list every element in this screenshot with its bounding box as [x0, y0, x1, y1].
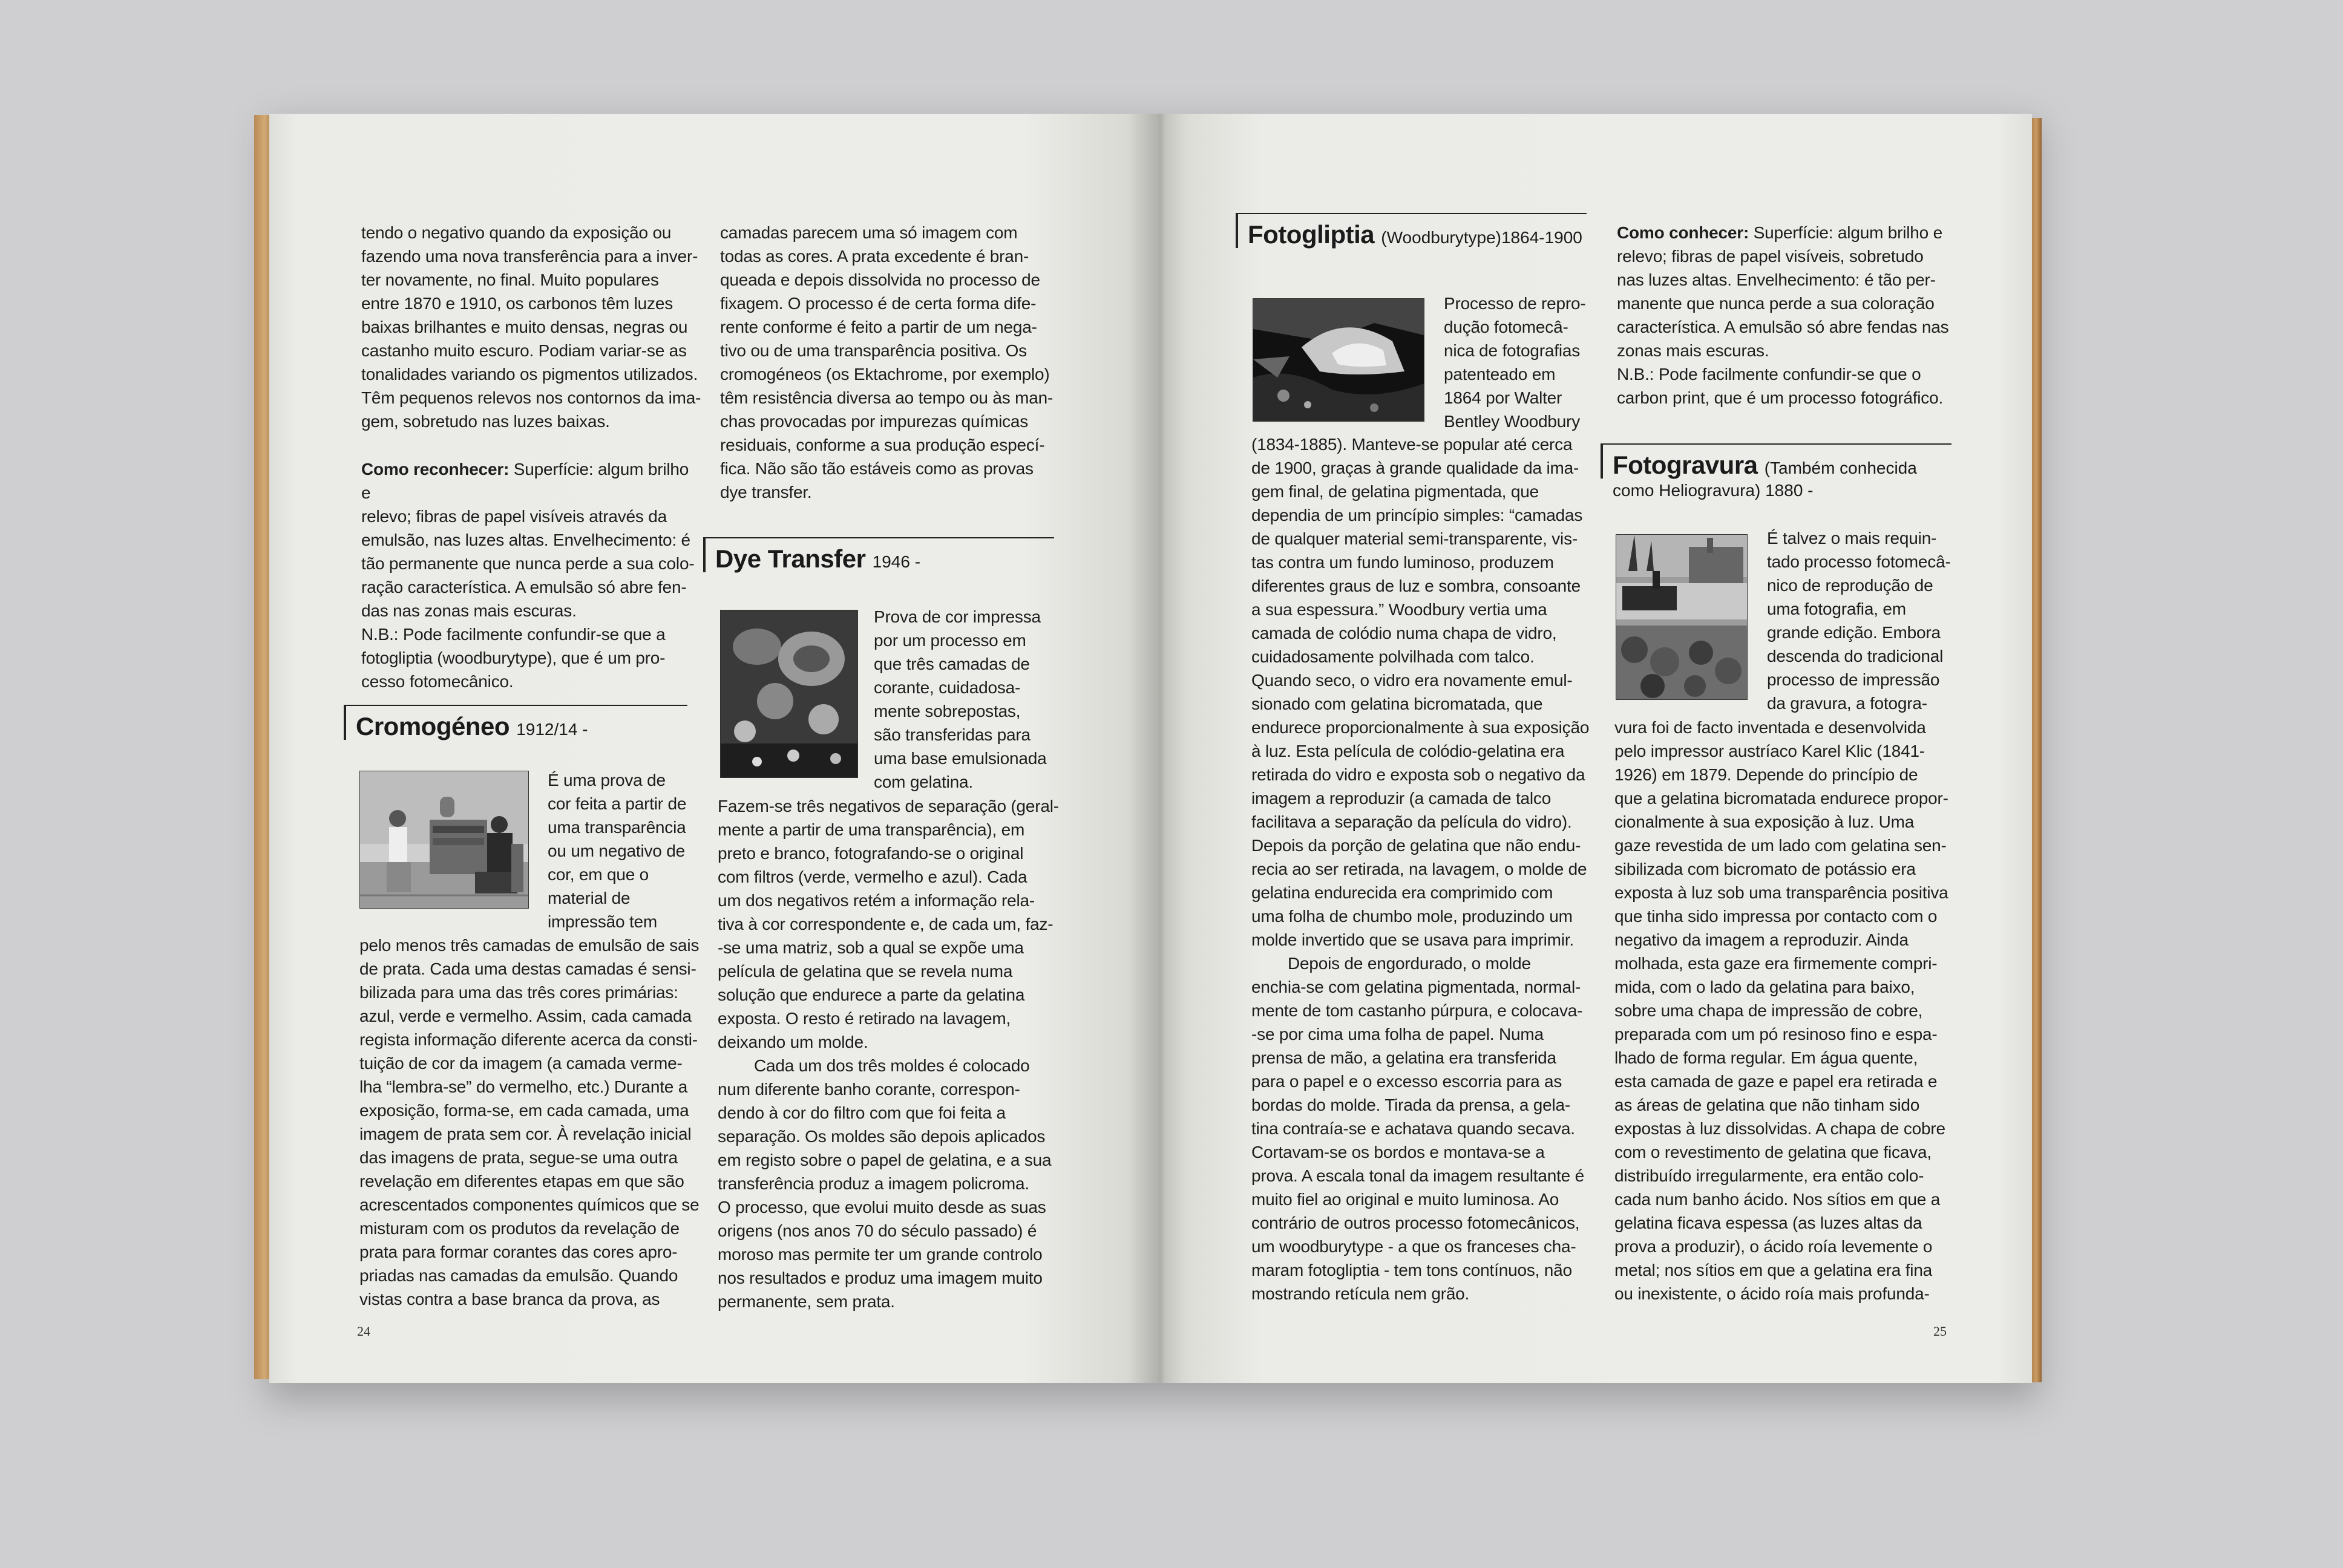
- text-line: de prata. Cada uma destas camadas é sensi-: [359, 959, 696, 978]
- text-line: têm resistência diversa ao tempo ou às man-: [720, 388, 1054, 407]
- text-line: por um processo em: [874, 631, 1026, 650]
- body-lines: [1614, 716, 1953, 1305]
- page-number-right: 25: [1933, 1324, 1947, 1339]
- text-line: tendo o negativo quando da exposição ou: [361, 223, 672, 242]
- text-line: exposta à luz sob uma transparência positiva: [1614, 883, 1948, 902]
- text-line: num diferente banho corante, correspon-: [718, 1080, 1020, 1099]
- text-line: mente a partir de uma transparência), em: [718, 820, 1025, 839]
- text-line: imagem de prata sem cor. À revelação inicial: [359, 1125, 692, 1143]
- text-line: todas as cores. A prata excedente é bran-: [720, 247, 1029, 266]
- text-line: contrário de outros processo fotomecânicos,: [1251, 1214, 1580, 1232]
- heading-fotogravura: [1601, 443, 1951, 504]
- text-line: vura foi de facto inventada e desenvolvida: [1614, 718, 1926, 737]
- text-line: vistas contra a base branca da prova, as: [359, 1290, 660, 1308]
- text-line: cionalmente à sua exposição à luz. Uma: [1614, 812, 1915, 831]
- body-lines: [718, 794, 1057, 1054]
- body2-lines: [1251, 952, 1590, 1305]
- recognize-line: Superfície: algum brilho e: [361, 460, 689, 502]
- text-line: descenda do tradicional: [1767, 647, 1944, 665]
- dye-transfer-float-text: [874, 605, 1055, 794]
- recognize-lines: [1617, 244, 1956, 410]
- text-line: É talvez o mais requin-: [1767, 529, 1937, 547]
- left-col2-top: [720, 221, 1059, 504]
- text-line: em registo sobre o papel de gelatina, e a sua: [718, 1151, 1052, 1169]
- text-line: retirada do vidro e exposta sob o negativo da: [1251, 765, 1585, 784]
- body2-lines: [718, 1054, 1057, 1313]
- text-line: Depois de engordurado, o molde: [1288, 954, 1531, 973]
- text-line: ou inexistente, o ácido roía mais profunda-: [1614, 1284, 1930, 1303]
- text-line: É uma prova de: [548, 771, 666, 789]
- text-line: manente que nunca perde a sua coloração: [1617, 294, 1935, 313]
- text-line: recia ao ser retirada, na lavagem, o molde de: [1251, 860, 1587, 878]
- text-line: material de: [548, 889, 631, 907]
- text-line: maram fotogliptia - tem tons contínuos, não: [1251, 1261, 1572, 1279]
- text-line: tas contra um fundo luminoso, produzem: [1251, 553, 1554, 572]
- text-line: misturam com os produtos da revelação de: [359, 1219, 680, 1238]
- text-line: bordas do molde. Tirada da prensa, a gela-: [1251, 1096, 1571, 1114]
- text-line: que tinha sido impressa por contacto com o: [1614, 907, 1938, 926]
- text-line: muito fiel ao original e muito luminosa. Ao: [1251, 1190, 1559, 1209]
- text-line: tivo ou de uma transparência positiva. Os: [720, 341, 1027, 360]
- heading-bar: [1601, 443, 1603, 479]
- text-line: exposição, forma-se, em cada camada, uma: [359, 1101, 689, 1120]
- section-subline: como Heliogravura) 1880 -: [1613, 481, 1814, 500]
- recognize-label: Como conhecer:: [1617, 223, 1749, 242]
- text-line: azul, verde e vermelho. Assim, cada camada: [359, 1007, 692, 1025]
- float-lines: [1767, 526, 1955, 715]
- photo-fotogliptia: [1253, 298, 1424, 422]
- text-line: endurece proporcionalmente à sua exposição: [1251, 718, 1590, 737]
- text-line: -se uma matriz, sob a qual se expõe uma: [718, 938, 1024, 957]
- heading-rule: [703, 537, 1054, 538]
- text-line: preparada com um pó resinoso fino e espa-: [1614, 1025, 1938, 1044]
- text-line: fotogliptia (woodburytype), que é um pro-: [361, 648, 666, 667]
- text-line: prova a produzir), o ácido roía levemente o: [1614, 1237, 1933, 1256]
- heading-bar: [344, 705, 346, 740]
- text-line: tuição de cor da imagem (a camada verme-: [359, 1054, 683, 1073]
- text-line: N.B.: Pode facilmente confundir-se que a: [361, 625, 666, 644]
- text-line: uma transparência: [548, 818, 686, 837]
- text-line: chas provocadas por impurezas químicas: [720, 412, 1029, 431]
- dye-transfer-body: [718, 794, 1057, 1313]
- text-line: de 1900, graças à grande qualidade da ima-: [1251, 459, 1579, 477]
- text-line: moroso mas permite ter um grande controlo: [718, 1245, 1043, 1264]
- fotogravura-float-text: [1767, 526, 1955, 715]
- text-line: mente de tom castanho púrpura, e colocava-: [1251, 1001, 1583, 1020]
- float-lines: [874, 605, 1055, 794]
- text-line: queada e depois dissolvida no processo de: [720, 270, 1040, 289]
- text-line: N.B.: Pode facilmente confundir-se que o: [1617, 365, 1921, 384]
- text-line: lha “lembra-se” do vermelho, etc.) Durante a: [359, 1077, 688, 1096]
- book-gutter: [1126, 114, 1192, 1383]
- text-line: molhada, esta gaze era firmemente compri-: [1614, 954, 1938, 973]
- recognize-line: Superfície: algum brilho e: [1749, 223, 1943, 242]
- text-line: processo de impressão: [1767, 670, 1940, 689]
- text-line: camadas parecem uma só imagem com: [720, 223, 1018, 242]
- text-line: prensa de mão, a gelatina era transferida: [1251, 1048, 1556, 1067]
- text-line: com o revestimento de gelatina que ficava,: [1614, 1143, 1932, 1161]
- text-line: sibilizada com bicromato de potássio era: [1614, 860, 1916, 878]
- text-line: à luz. Esta película de colódio-gelatina era: [1251, 742, 1565, 760]
- section-subtitle: (Woodburytype)1864-1900: [1381, 228, 1582, 247]
- text-line: 1864 por Walter: [1444, 388, 1562, 407]
- text-line: uma base emulsionada: [874, 749, 1047, 768]
- text-line: são transferidas para: [874, 725, 1031, 744]
- text-line: enchia-se com gelatina pigmentada, normal-: [1251, 978, 1581, 996]
- text-line: dendo à cor do filtro com que foi feita a: [718, 1103, 1006, 1122]
- text-line: rente conforme é feito a partir de um nega-: [720, 318, 1037, 336]
- text-line: relevo; fibras de papel visíveis, sobretudo: [1617, 247, 1924, 266]
- text-line: da gravura, a fotogra-: [1767, 694, 1927, 713]
- text-line: dependia de um princípio simples: “camadas: [1251, 506, 1583, 524]
- recognize-label: Como reconhecer:: [361, 460, 510, 479]
- cromogeneo-body: [359, 933, 698, 1311]
- section-title: Cromogéneo: [356, 712, 510, 740]
- col2-lines: [720, 221, 1059, 504]
- text-line: tado processo fotomecâ-: [1767, 552, 1951, 571]
- text-line: diferentes graus de luz e sombra, consoante: [1251, 577, 1581, 595]
- text-line: ter novamente, no final. Muito populares: [361, 270, 659, 289]
- text-line: Cada um dos três moldes é colocado: [754, 1056, 1030, 1075]
- text-line: que a gelatina bicromatada endurece propor-: [1614, 789, 1948, 808]
- text-line: com filtros (verde, vermelho e azul). Cada: [718, 867, 1027, 886]
- text-line: lhado de forma regular. Em água quente,: [1614, 1048, 1918, 1067]
- text-line: Quando seco, o vidro era novamente emul-: [1251, 671, 1573, 690]
- text-line: Fazem-se três negativos de separação (geral-: [718, 797, 1059, 815]
- text-line: carbon print, que é um processo fotográfico.: [1617, 388, 1944, 407]
- text-line: dução fotomecâ-: [1444, 318, 1568, 336]
- text-line: gelatina ficava espessa (as luzes altas da: [1614, 1214, 1922, 1232]
- text-line: Prova de cor impressa: [874, 607, 1041, 626]
- text-line: mostrando retícula nem grão.: [1251, 1284, 1470, 1303]
- text-line: deixando um molde.: [718, 1033, 868, 1051]
- float-lines: [1444, 292, 1589, 433]
- text-line: Cortavam-se os bordos e montava-se a: [1251, 1143, 1545, 1161]
- text-line: gelatina endurecida era comprimido com: [1251, 883, 1553, 902]
- text-line: castanho muito escuro. Podiam variar-se as: [361, 341, 687, 360]
- heading-cromogeneo: [344, 705, 687, 741]
- heading-rule: [1236, 213, 1587, 214]
- text-line: relevo; fibras de papel visíveis através da: [361, 507, 667, 526]
- body-lines: [359, 933, 698, 1311]
- text-line: -se por cima uma folha de papel. Numa: [1251, 1025, 1544, 1044]
- text-line: ração característica. A emulsão só abre fen-: [361, 578, 687, 596]
- text-line: que três camadas de: [874, 655, 1030, 673]
- text-line: solução que endurece a parte da gelatina: [718, 985, 1025, 1004]
- text-line: expostas à luz dissolvidas. A chapa de cobre: [1614, 1119, 1945, 1138]
- text-line: zonas mais escuras.: [1617, 341, 1769, 360]
- photo-fotogravura: [1616, 534, 1748, 700]
- text-line: entre 1870 e 1910, os carbonos têm luzes: [361, 294, 673, 313]
- section-date: 1946 -: [872, 552, 921, 571]
- text-line: distribuído irregularmente, era então colo-: [1614, 1166, 1924, 1185]
- text-line: acrescentados componentes químicos que se: [359, 1195, 700, 1214]
- text-line: cada num banho ácido. Nos sítios em que a: [1614, 1190, 1941, 1209]
- text-line: (1834-1885). Manteve-se popular até cerca: [1251, 435, 1573, 454]
- section-title: Fotogliptia: [1248, 220, 1375, 249]
- photo-cromogeneo: [359, 771, 529, 909]
- text-line: molde invertido que se usava para imprimir.: [1251, 930, 1574, 949]
- text-line: prova. A escala tonal da imagem resultante é: [1251, 1166, 1584, 1185]
- heading-dye-transfer: [703, 537, 1054, 573]
- text-line: sobre uma chapa de impressão de cobre,: [1614, 1001, 1923, 1020]
- left-col1-top: [361, 221, 700, 693]
- heading-bar: [1236, 213, 1238, 248]
- left-col1-paragraph: [361, 221, 700, 433]
- text-line: das nas zonas mais escuras.: [361, 601, 577, 620]
- section-subtitle: (Também conhecida: [1764, 459, 1917, 477]
- text-line: revelação em diferentes etapas em que são: [359, 1172, 684, 1191]
- text-line: preto e branco, fotografando-se o original: [718, 844, 1024, 863]
- text-line: cesso fotomecânico.: [361, 672, 514, 691]
- text-line: gem, sobretudo nas luzes baixas.: [361, 412, 610, 431]
- section-date: 1912/14 -: [516, 720, 588, 739]
- text-line: gaze revestida de um lado com gelatina sen-: [1614, 836, 1947, 855]
- fotogravura-body: [1614, 716, 1953, 1305]
- text-line: de qualquer material semi-transparente, vis-: [1251, 529, 1578, 548]
- text-line: tiva à cor correspondente e, de cada um, faz-: [718, 915, 1054, 933]
- text-line: bilizada para uma das três cores primárias:: [359, 983, 678, 1002]
- text-line: gem final, de gelatina pigmentada, que: [1251, 482, 1539, 501]
- section-title: Dye Transfer: [715, 544, 866, 573]
- fotogliptia-body: [1251, 433, 1590, 1305]
- text-line: uma folha de chumbo mole, produzindo um: [1251, 907, 1573, 926]
- text-line: mente sobrepostas,: [874, 702, 1021, 720]
- text-line: O processo, que evolui muito desde as suas: [718, 1198, 1046, 1217]
- text-line: nas luzes altas. Envelhecimento: é tão per-: [1617, 270, 1936, 289]
- text-line: exposta. O resto é retirado na lavagem,: [718, 1009, 1011, 1028]
- text-line: cuidadosamente polvilhada com talco.: [1251, 647, 1535, 666]
- text-line: origens (nos anos 70 do século passado) é: [718, 1221, 1037, 1240]
- fotogliptia-float-text: [1444, 292, 1589, 433]
- text-line: uma fotografia, em: [1767, 599, 1906, 618]
- text-line: fica. Não são tão estáveis como as provas: [720, 459, 1034, 478]
- text-line: sionado com gelatina bicromatada, que: [1251, 694, 1543, 713]
- text-line: Têm pequenos relevos nos contornos da ima-: [361, 388, 701, 407]
- text-line: característica. A emulsão só abre fendas nas: [1617, 318, 1949, 336]
- heading-rule: [1601, 443, 1951, 445]
- text-line: tão permanente que nunca perde a sua colo-: [361, 554, 695, 573]
- text-line: camada de colódio numa chapa de vidro,: [1251, 624, 1557, 642]
- text-line: Bentley Woodbury: [1444, 412, 1581, 431]
- text-line: a sua espessura.” Woodbury vertia uma: [1251, 600, 1547, 619]
- text-line: corante, cuidadosa-: [874, 678, 1021, 697]
- text-line: cromogéneos (os Ektachrome, por exemplo): [720, 365, 1050, 384]
- text-line: emulsão, nas luzes altas. Envelhecimento: é: [361, 531, 690, 549]
- text-line: 1926) em 1879. Depende do princípio de: [1614, 765, 1918, 784]
- photo-dye-transfer: [720, 610, 858, 778]
- text-line: regista informação diferente acerca da consti-: [359, 1030, 698, 1049]
- text-line: com gelatina.: [874, 773, 973, 791]
- text-line: patenteado em: [1444, 365, 1556, 384]
- text-line: fazendo uma nova transferência para a inver-: [361, 247, 698, 266]
- text-line: baixas brilhantes e muito densas, negras ou: [361, 318, 688, 336]
- text-line: priadas nas camadas da emulsão. Quando: [359, 1266, 678, 1285]
- text-line: película de gelatina que se revela numa: [718, 962, 1013, 981]
- text-line: pelo menos três camadas de emulsão de sais: [359, 936, 700, 955]
- text-line: metal; nos sítios em que a gelatina era fina: [1614, 1261, 1933, 1279]
- heading-fotogliptia: [1236, 213, 1587, 249]
- text-line: fixagem. O processo é de certa forma dife-: [720, 294, 1037, 313]
- text-line: residuais, conforme a sua produção especí-: [720, 436, 1045, 454]
- text-line: permanente, sem prata.: [718, 1292, 895, 1311]
- cromogeneo-float-text: [548, 768, 693, 933]
- text-line: negativo da imagem a reproduzir. Ainda: [1614, 930, 1909, 949]
- text-line: Depois da porção de gelatina que não endu-: [1251, 836, 1581, 855]
- float-lines: [548, 768, 693, 933]
- text-line: nos resultados e produz uma imagem muito: [718, 1269, 1043, 1287]
- text-line: transferência produz a imagem policroma.: [718, 1174, 1029, 1193]
- text-line: pelo impressor austríaco Karel Klic (1841-: [1614, 742, 1925, 760]
- right-col2-top: [1617, 221, 1956, 410]
- text-line: para o papel e o excesso escorria para as: [1251, 1072, 1562, 1091]
- left-col1-recognize: [361, 457, 700, 693]
- text-line: das imagens de prata, segue-se uma outra: [359, 1148, 678, 1167]
- text-line: um woodburytype - a que os franceses cha-: [1251, 1237, 1576, 1256]
- recognize-lines: [361, 505, 700, 693]
- text-line: mida, com o lado da gelatina para baixo,: [1614, 978, 1915, 996]
- text-line: grande edição. Embora: [1767, 623, 1941, 642]
- text-line: dye transfer.: [720, 483, 812, 501]
- text-line: cor feita a partir de: [548, 794, 687, 813]
- text-line: nico de reprodução de: [1767, 576, 1933, 595]
- text-line: as áreas de gelatina que não tinham sido: [1614, 1096, 1920, 1114]
- text-line: imagem a reproduzir (a camada de talco: [1251, 789, 1552, 808]
- body-lines: [1251, 433, 1590, 952]
- text-line: esta camada de gaze e papel era retirada e: [1614, 1072, 1938, 1091]
- text-line: tina contraía-se e achatava quando secava.: [1251, 1119, 1575, 1138]
- heading-rule: [344, 705, 687, 706]
- text-line: Processo de repro-: [1444, 294, 1586, 313]
- text-line: impressão tem: [548, 912, 658, 931]
- text-line: prata para formar corantes das cores apro-: [359, 1243, 678, 1261]
- text-line: nica de fotografias: [1444, 341, 1581, 360]
- text-line: cor, em que o: [548, 865, 649, 884]
- text-line: separação. Os moldes são depois aplicados: [718, 1127, 1046, 1146]
- text-line: um dos negativos retém a informação rela-: [718, 891, 1035, 910]
- page-number-left: 24: [357, 1324, 370, 1339]
- text-line: facilitava a separação da película do vidro).: [1251, 812, 1572, 831]
- text-line: tonalidades variando os pigmentos utilizados.: [361, 365, 698, 384]
- heading-bar: [703, 537, 706, 572]
- section-title: Fotogravura: [1613, 451, 1758, 479]
- text-line: ou um negativo de: [548, 841, 685, 860]
